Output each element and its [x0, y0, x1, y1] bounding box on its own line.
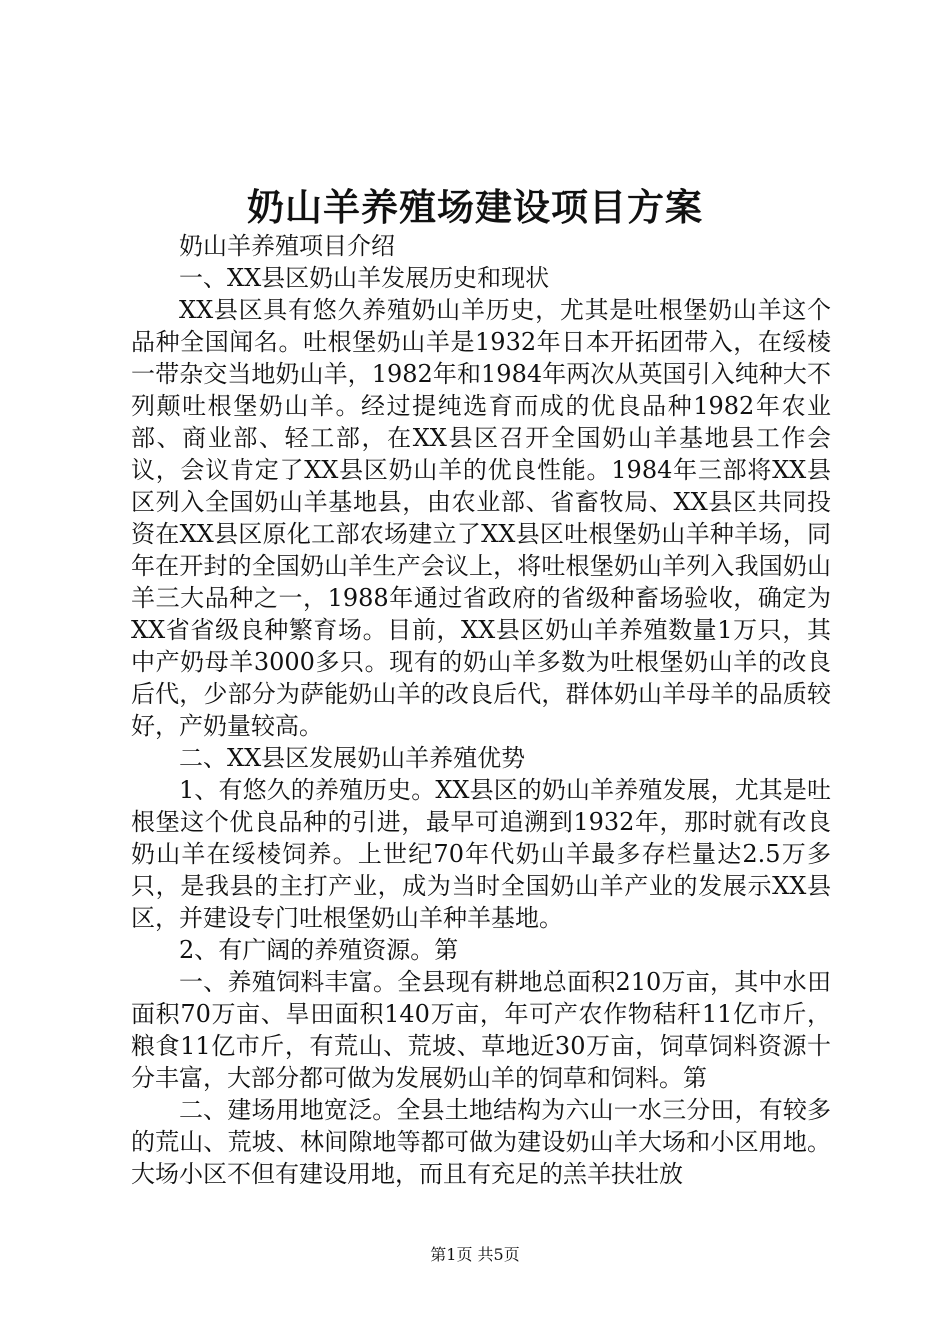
body-paragraph: 一、养殖饲料丰富。全县现有耕地总面积210万亩，其中水田面积70万亩、旱田面积140万亩，年可产农作物秸秆11亿市斤，粮食11亿市斤，有荒山、荒坡、草地近30万亩，饲草饲料资源十分丰富，大部分都可做为发展奶山羊的饲草和饲料。第: [131, 968, 831, 1092]
document-body: [131, 230, 831, 1190]
section-heading: 奶山羊养殖项目介绍: [179, 232, 395, 260]
section-heading: 二、XX县区发展奶山羊养殖优势: [179, 744, 526, 772]
document-title: 奶山羊养殖场建设项目方案: [247, 185, 703, 229]
body-paragraph: 二、建场用地宽泛。全县土地结构为六山一水三分田，有较多的荒山、荒坡、林间隙地等都可做为建设奶山羊大场和小区用地。大场小区不但有建设用地，而且有充足的羔羊扶壮放: [131, 1096, 831, 1188]
body-paragraph: 1、有悠久的养殖历史。XX县区的奶山羊养殖发展，尤其是吐根堡这个优良品种的引进，最早可追溯到1932年，那时就有改良奶山羊在绥棱饲养。上世纪70年代奶山羊最多存栏量达2.5万多只，是我县的主打产业，成为当时全国奶山羊产业的发展示XX县区，并建设专门吐根堡奶山羊种羊基地。: [131, 776, 831, 932]
body-paragraph: XX县区具有悠久养殖奶山羊历史，尤其是吐根堡奶山羊这个品种全国闻名。吐根堡奶山羊是1932年日本开拓团带入，在绥棱一带杂交当地奶山羊，1982年和1984年两次从英国引入纯种大不列颠吐根堡奶山羊。经过提纯选育而成的优良品种1982年农业部、商业部、轻工部，在XX县区召开全国奶山羊基地县工作会议，会议肯定了XX县区奶山羊的优良性能。1984年三部将XX县区列入全国奶山羊基地县，由农业部、省畜牧局、XX县区共同投资在XX县区原化工部农场建立了XX县区吐根堡奶山羊种羊场，同年在开封的全国奶山羊生产会议上，将吐根堡奶山羊列入我国奶山羊三大品种之一，1988年通过省政府的省级种畜场验收，确定为XX省省级良种繁育场。目前，XX县区奶山羊养殖数量1万只，其中产奶母羊3000多只。现有的奶山羊多数为吐根堡奶山羊的改良后代，少部分为萨能奶山羊的改良后代，群体奶山羊母羊的品质较好，产奶量较高。: [131, 296, 831, 740]
section-heading: 一、XX县区奶山羊发展历史和现状: [179, 264, 550, 292]
page-number-footer: 第1页 共5页: [430, 1245, 520, 1264]
body-paragraph: 2、有广阔的养殖资源。第: [179, 936, 459, 964]
